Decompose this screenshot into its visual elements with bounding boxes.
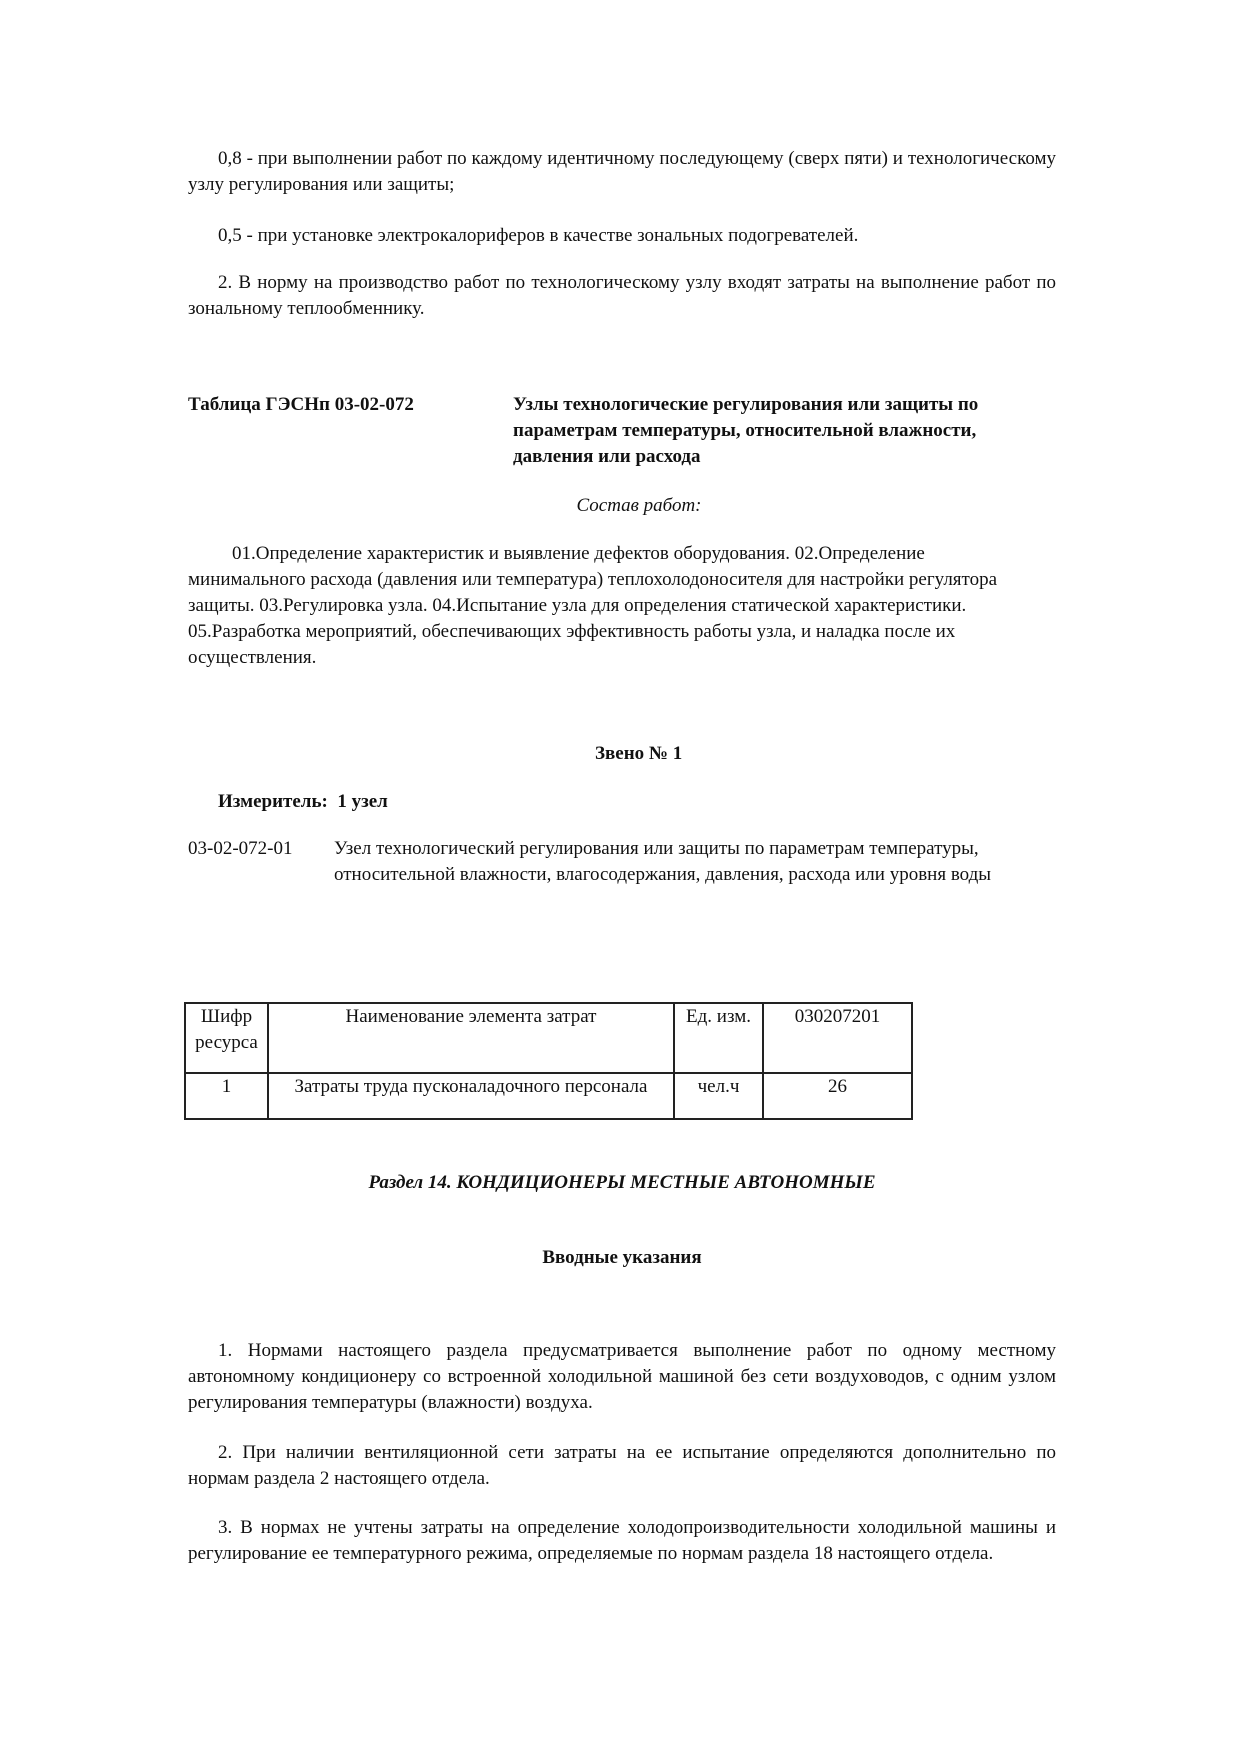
header-norm-code: 030207201 xyxy=(763,1003,912,1073)
section-note-2: 2. При наличии вентиляционной сети затраты на ее испытание определяются дополнительно по нормам раздела 2 настоящего отдела. xyxy=(188,1442,1056,1489)
costs-table xyxy=(184,1002,913,1120)
table-row xyxy=(185,1073,912,1119)
cell-value: 26 xyxy=(763,1073,912,1119)
measure-value: 1 узел xyxy=(337,791,388,812)
measure-label: Измеритель: xyxy=(218,791,328,812)
note-coefficient-05: 0,5 - при установке электрокалориферов в качестве зональных подогревателей. xyxy=(218,225,859,246)
cell-resource-code: 1 xyxy=(185,1073,268,1119)
norm-description: Узел технологический регулирования или защиты по параметрам температуры, относительной влажности, влагосодержания, давления, расхода или уровня воды xyxy=(334,838,992,885)
section-title: Раздел 14. КОНДИЦИОНЕРЫ МЕСТНЫЕ АВТОНОМНЫЕ xyxy=(368,1172,876,1193)
header-resource-code: Шифр ресурса xyxy=(185,1003,268,1073)
section-note-3: 3. В нормах не учтены затраты на определение холодопроизводительности холодильной машины и регулирование ее температурного режима, определяемые по нормам раздела 18 настоящего отдела. xyxy=(188,1517,1056,1564)
cell-cost-element: Затраты труда пусконаладочного персонала xyxy=(268,1073,674,1119)
costs-table-header-row xyxy=(185,1003,912,1073)
intro-heading: Вводные указания xyxy=(542,1247,702,1268)
norm-code: 03-02-072-01 xyxy=(188,838,293,859)
work-composition-text: 01.Определение характеристик и выявление дефектов оборудования. 02.Определение минимального расхода (давления или температура) теплохолодоносителя для настройки регулятора защиты. 03.Регулировка узла. 04.Испытание узла для определения статической характеристики. 05.Разработка мероприятий, обеспечивающих эффективность работы узла, и наладка после их осуществления. xyxy=(188,543,998,668)
header-cost-element: Наименование элемента затрат xyxy=(268,1003,674,1073)
table-code: Таблица ГЭСНп 03-02-072 xyxy=(188,394,414,415)
work-composition-heading: Состав работ: xyxy=(576,495,702,516)
note-coefficient-08: 0,8 - при выполнении работ по каждому идентичному последующему (сверх пяти) и технологическому узлу регулирования или защиты; xyxy=(188,148,1056,195)
cell-unit: чел.ч xyxy=(674,1073,763,1119)
measure-line xyxy=(218,789,388,815)
note-2: 2. В норму на производство работ по технологическому узлу входят затраты на выполнение работ по зональному теплообменнику. xyxy=(188,272,1056,319)
table-title: Узлы технологические регулирования или защиты по параметрам температуры, относительной влажности, давления или расхода xyxy=(513,394,979,467)
crew-title: Звено № 1 xyxy=(595,743,683,764)
header-unit: Ед. изм. xyxy=(674,1003,763,1073)
section-note-1: 1. Нормами настоящего раздела предусматривается выполнение работ по одному местному автономному кондиционеру со встроенной холодильной машиной без сети воздуховодов, с одним узлом регулирования температуры (влажности) воздуха. xyxy=(188,1340,1056,1413)
